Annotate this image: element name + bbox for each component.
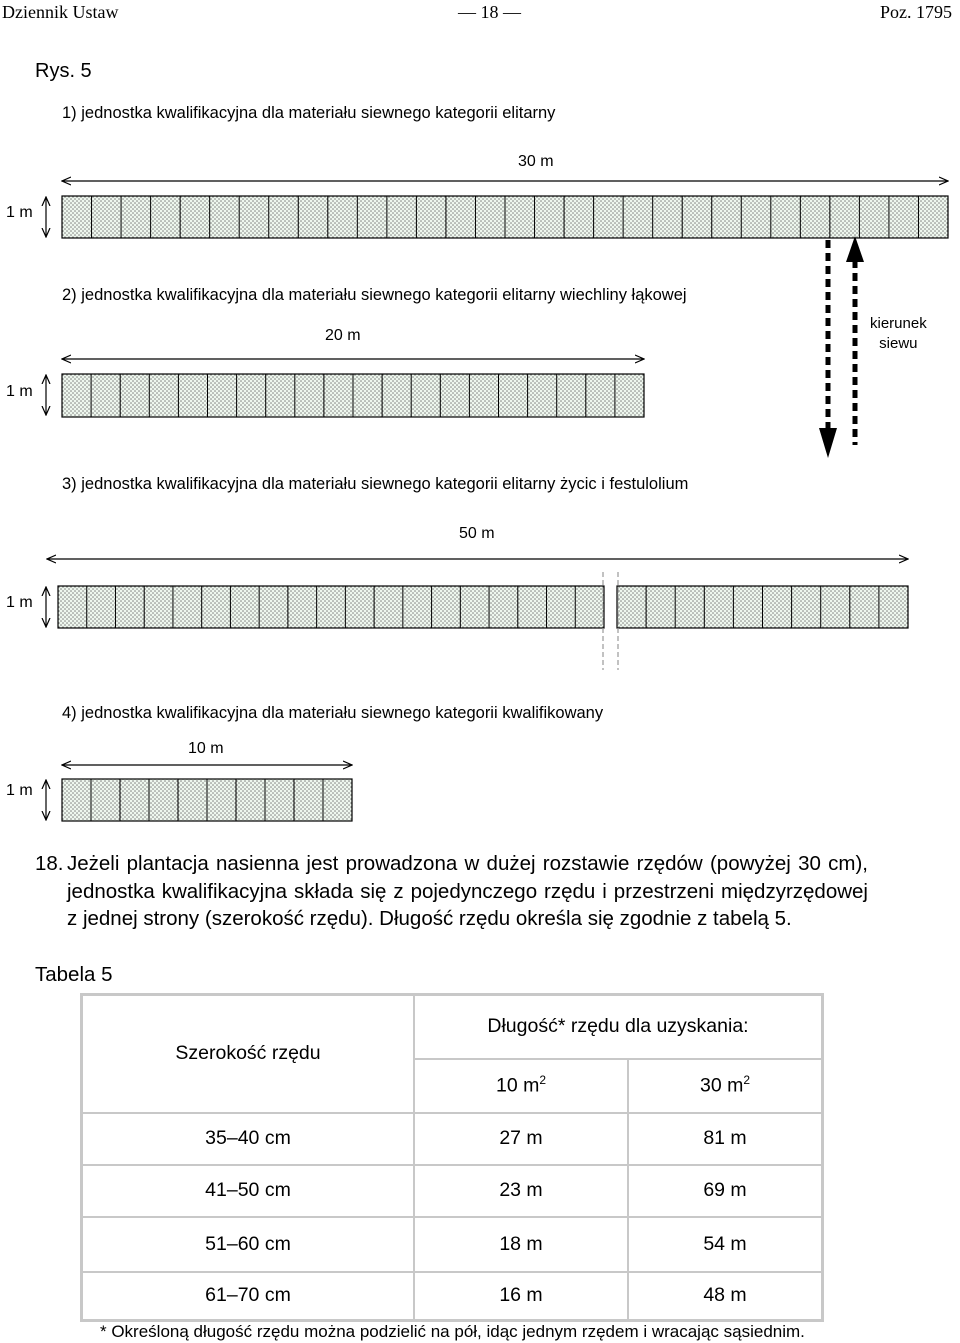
table-row xyxy=(82,1165,823,1217)
section-4-title: 4) jednostka kwalifikacyjna dla materiału siewnego kategorii kwalifikowany xyxy=(62,704,604,722)
section-2-title: 2) jednostka kwalifikacyjna dla materiału siewnego kategorii elitarny wiechliny łąkowej xyxy=(62,286,687,304)
position-number: Poz. 1795 xyxy=(880,2,952,22)
table-5 xyxy=(80,993,824,1322)
section-1-length-label: 30 m xyxy=(518,153,554,170)
col-header-row-width: Szerokość rzędu xyxy=(82,995,415,1113)
figure-label: Rys. 5 xyxy=(35,60,92,82)
cell-width: 61–70 cm xyxy=(82,1272,415,1321)
sowing-direction-line-2: siewu xyxy=(879,335,918,352)
cell-len30: 48 m xyxy=(628,1272,823,1321)
paragraph-text: Jeżeli plantacja nasienna jest prowadzona w dużej rozstawie rzędów (powyżej 30 cm), jednostka kwalifikacyjna składa się z pojedynczego rzędu i przestrzeni międzyrzędowej z jednej strony (szerokość rzędu). Długość rzędu określa się zgodnie z tabelą 5. xyxy=(67,852,868,930)
section-1-title: 1) jednostka kwalifikacyjna dla materiału siewnego kategorii elitarny xyxy=(62,104,556,122)
journal-title: Dziennik Ustaw xyxy=(2,2,119,22)
cell-len30: 54 m xyxy=(628,1217,823,1272)
cell-len30: 69 m xyxy=(628,1165,823,1217)
section-4-length-label: 10 m xyxy=(188,740,224,757)
sowing-arrow-up-head xyxy=(846,236,864,262)
cell-len10: 23 m xyxy=(414,1165,628,1217)
section-3-length-label: 50 m xyxy=(459,525,495,542)
table-row xyxy=(82,1272,823,1321)
cell-width: 35–40 cm xyxy=(82,1113,415,1165)
cell-width: 51–60 cm xyxy=(82,1217,415,1272)
section-3-title: 3) jednostka kwalifikacyjna dla materiału siewnego kategorii elitarny życic i festulolium xyxy=(62,475,689,493)
paragraph-number: 18. xyxy=(35,852,64,875)
section-3-width-label: 1 m xyxy=(6,594,33,611)
cell-len10: 16 m xyxy=(414,1272,628,1321)
footnote: * Określoną długość rzędu można podzielić na pół, idąc jednym rzędem i wracając sąsiednim. xyxy=(100,1322,805,1341)
page-number: — 18 — xyxy=(458,2,521,22)
section-2-length-label: 20 m xyxy=(325,327,361,344)
cell-width: 41–50 cm xyxy=(82,1165,415,1217)
col-header-30m2: 30 $m^2$ xyxy=(628,1059,823,1113)
section-1-width-label: 1 m xyxy=(6,204,33,221)
section-4-width-label: 1 m xyxy=(6,782,33,799)
paragraph-18 xyxy=(35,850,868,933)
table-row xyxy=(82,1113,823,1165)
table-row xyxy=(82,1217,823,1272)
cell-len10: 27 m xyxy=(414,1113,628,1165)
table-caption: Tabela 5 xyxy=(35,963,113,986)
cell-len30: 81 m xyxy=(628,1113,823,1165)
section-3-plot-strip-left xyxy=(58,586,604,628)
section-2-width-label: 1 m xyxy=(6,383,33,400)
sowing-arrow-down-head xyxy=(819,428,837,458)
sowing-direction-line-1: kierunek xyxy=(870,315,927,332)
col-header-10m2: 10 $m^2$ xyxy=(414,1059,628,1113)
cell-len10: 18 m xyxy=(414,1217,628,1272)
col-header-row-length: Długość* rzędu dla uzyskania: xyxy=(414,995,823,1059)
